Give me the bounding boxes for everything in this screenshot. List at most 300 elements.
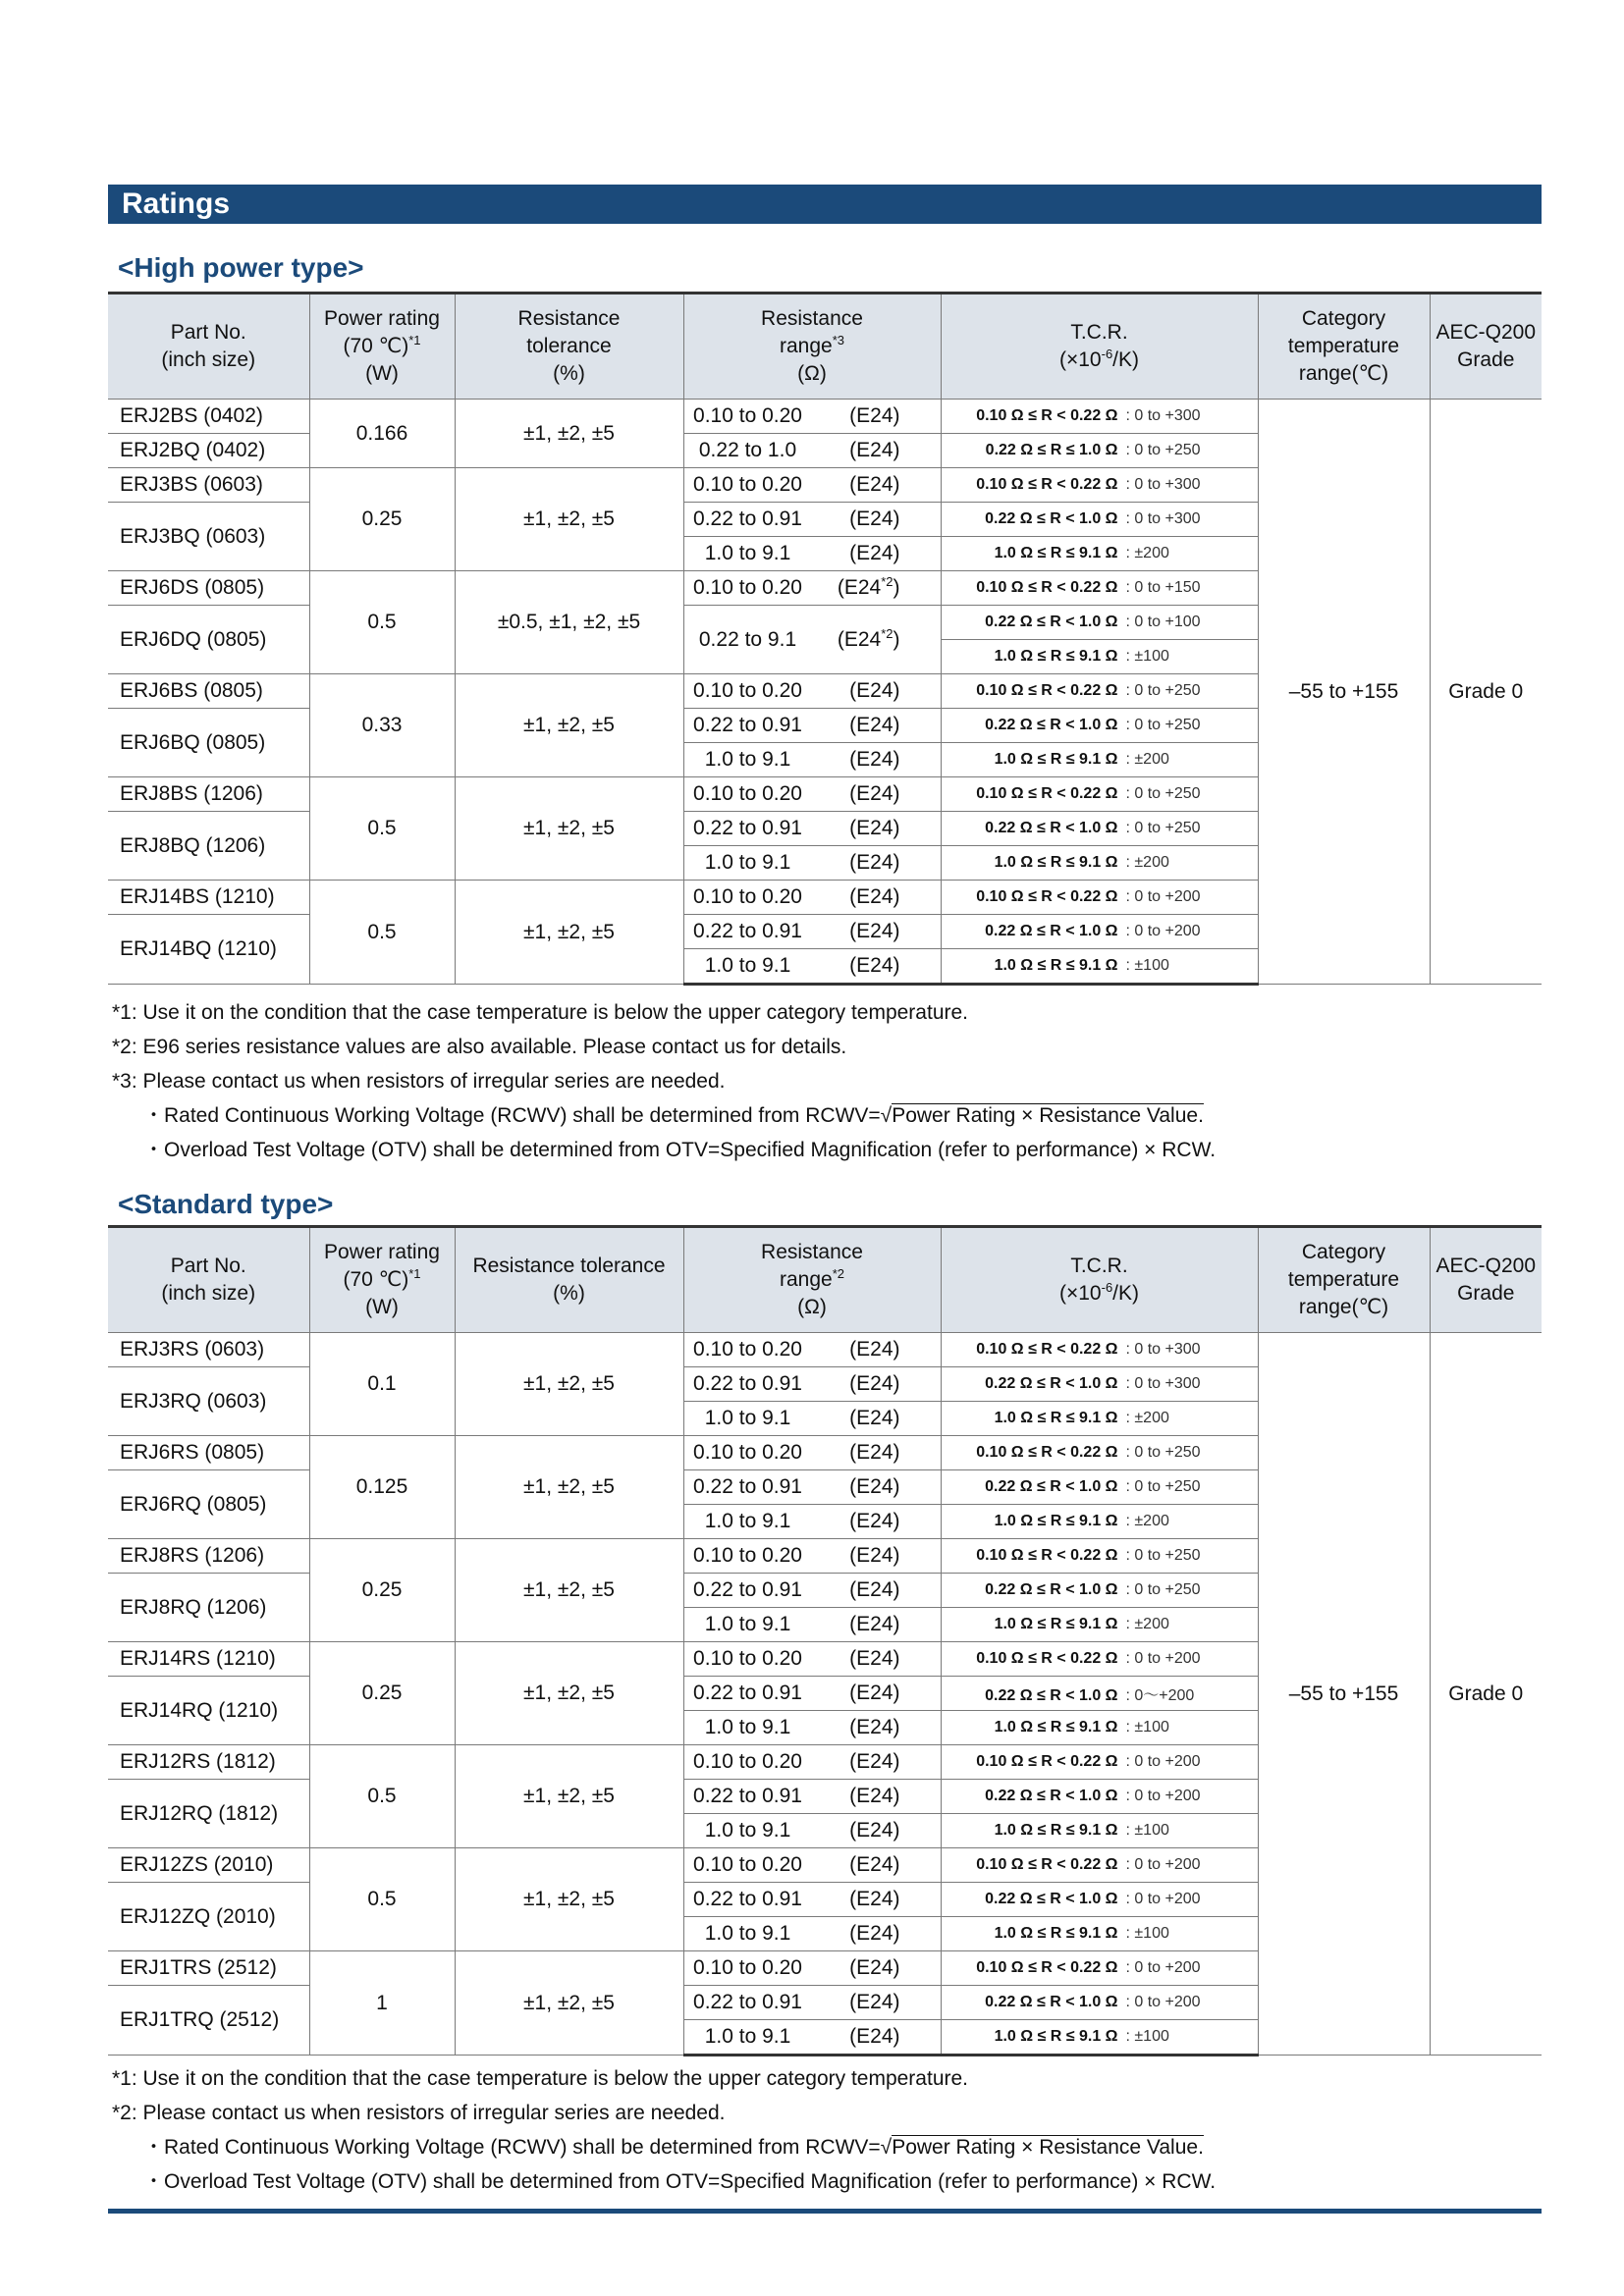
range-value: 0.22 to 0.91 — [693, 1888, 802, 1910]
tcr-value: : 0 to +200 — [1125, 923, 1201, 939]
tcr-condition: 0.10 Ω ≤ R < 0.22 Ω — [976, 1547, 1118, 1564]
part-number-cell: ERJ14BQ (1210) — [108, 915, 309, 985]
tcr-value: : 0〜+200 — [1125, 1686, 1195, 1704]
series-text: (E24) — [849, 885, 900, 908]
tcr-condition: 0.10 Ω ≤ R < 0.22 Ω — [976, 1444, 1118, 1461]
resistance-range-cell — [683, 1367, 941, 1402]
power-rating-cell: 0.1 — [309, 1333, 455, 1436]
high-power-footnotes — [112, 995, 1216, 1167]
tcr-cell — [941, 2020, 1258, 2056]
tcr-cell — [941, 846, 1258, 881]
tcr-condition: 0.10 Ω ≤ R < 0.22 Ω — [976, 579, 1118, 596]
range-value: 1.0 to 9.1 — [704, 954, 791, 977]
power-rating-cell: 0.33 — [309, 674, 455, 777]
range-value: 0.10 to 0.20 — [693, 1750, 802, 1773]
series-text: (E24) — [849, 473, 900, 496]
tcr-value: : 0 to +200 — [1125, 1650, 1201, 1667]
aec-grade-cell: Grade 0 — [1430, 400, 1542, 985]
tcr-value: : 0 to +200 — [1125, 1891, 1201, 1907]
part-number-cell: ERJ6DQ (0805) — [108, 606, 309, 674]
resistance-range-cell — [683, 743, 941, 777]
tcr-value: : 0 to +100 — [1125, 614, 1201, 630]
range-value: 0.22 to 0.91 — [693, 507, 802, 530]
series-text: (E24) — [849, 748, 900, 771]
part-number-cell: ERJ6RQ (0805) — [108, 1470, 309, 1539]
power-rating-cell: 0.125 — [309, 1436, 455, 1539]
range-value: 0.10 to 0.20 — [693, 782, 802, 805]
header-part-no-line: Part No. — [170, 321, 246, 344]
tcr-cell — [941, 674, 1258, 709]
resistance-range-cell — [683, 881, 941, 915]
tcr-value: : 0 to +250 — [1125, 785, 1201, 802]
header-resistance-tolerance-line: Resistance — [517, 307, 621, 330]
resistance-range-cell — [683, 400, 941, 434]
tcr-condition: 0.22 Ω ≤ R < 1.0 Ω — [985, 614, 1118, 630]
tcr-cell — [941, 777, 1258, 812]
resistance-range-cell — [683, 434, 941, 468]
tcr-value: : 0 to +200 — [1125, 1788, 1201, 1804]
tcr-cell — [941, 1367, 1258, 1402]
resistance-range-cell — [683, 674, 941, 709]
header-tcr-exponent: -6 — [1101, 347, 1113, 361]
resistance-range-cell — [683, 1848, 941, 1883]
tcr-value: : ±200 — [1125, 1513, 1169, 1529]
power-rating-cell: 1 — [309, 1951, 455, 2056]
resistance-range-cell — [683, 1677, 941, 1711]
header-resistance-tolerance-line: tolerance — [526, 335, 612, 357]
range-series — [812, 920, 900, 943]
aec-grade-cell: Grade 0 — [1430, 1333, 1542, 2056]
resistance-range-cell — [683, 1608, 941, 1642]
power-rating-cell: 0.25 — [309, 1642, 455, 1745]
tcr-condition: 1.0 Ω ≤ R ≤ 9.1 Ω — [994, 854, 1118, 871]
range-series — [812, 885, 900, 909]
range-value: 0.10 to 0.20 — [693, 473, 802, 496]
tcr-cell — [941, 1333, 1258, 1367]
part-number-cell: ERJ1TRQ (2512) — [108, 1986, 309, 2056]
header-resistance-tolerance — [455, 294, 683, 400]
standard-section-title: <Standard type> — [118, 1189, 334, 1219]
resistance-range-cell — [683, 1917, 941, 1951]
series-text: (E24) — [849, 817, 900, 839]
part-number-cell: ERJ6BS (0805) — [108, 674, 309, 709]
tcr-value: : 0 to +250 — [1125, 442, 1201, 458]
tcr-cell — [941, 709, 1258, 743]
range-series — [812, 1750, 900, 1774]
tolerance-cell: ±1, ±2, ±5 — [455, 1745, 683, 1848]
header-resistance-range-line: range — [779, 335, 833, 357]
series-text: (E24) — [849, 542, 900, 564]
range-series — [812, 1510, 900, 1533]
resistance-range-cell — [683, 777, 941, 812]
header-tcr-line: (×10 — [1058, 1282, 1102, 1305]
tcr-value: : ±200 — [1125, 751, 1169, 768]
series-text: (E24) — [849, 954, 900, 977]
part-number-cell: ERJ12ZS (2010) — [108, 1848, 309, 1883]
range-series — [812, 1956, 900, 1980]
tolerance-cell: ±1, ±2, ±5 — [455, 1951, 683, 2056]
tcr-condition: 1.0 Ω ≤ R ≤ 9.1 Ω — [994, 957, 1118, 974]
range-series — [812, 1682, 900, 1705]
resistance-range-cell — [683, 812, 941, 846]
resistance-range-cell — [683, 1711, 941, 1745]
tcr-condition: 0.22 Ω ≤ R < 1.0 Ω — [985, 510, 1118, 527]
high-power-section-title: <High power type> — [118, 252, 364, 283]
tcr-value: : ±100 — [1125, 2028, 1169, 2045]
tcr-condition: 1.0 Ω ≤ R ≤ 9.1 Ω — [994, 751, 1118, 768]
range-value: 1.0 to 9.1 — [704, 748, 791, 771]
range-series — [812, 782, 900, 806]
range-series — [812, 1647, 900, 1671]
range-value: 0.22 to 0.91 — [693, 1372, 802, 1395]
tcr-value: : 0 to +200 — [1125, 1856, 1201, 1873]
range-series — [812, 1888, 900, 1911]
rcwv-radicand: Power Rating × Resistance Value. — [892, 1104, 1204, 1127]
series-text: (E24) — [849, 1956, 900, 1979]
rcwv-radicand: Power Rating × Resistance Value. — [892, 2136, 1204, 2159]
series-close: ) — [893, 627, 900, 651]
series-text: (E24) — [849, 1510, 900, 1532]
tcr-value: : ±200 — [1125, 854, 1169, 871]
series-text: (E24) — [849, 1578, 900, 1601]
tcr-condition: 0.22 Ω ≤ R < 1.0 Ω — [985, 1686, 1118, 1704]
tcr-value: : 0 to +250 — [1125, 682, 1201, 699]
tcr-cell — [941, 503, 1258, 537]
tcr-value: : ±100 — [1125, 1925, 1169, 1942]
series-text: (E24) — [849, 1647, 900, 1670]
series-text: (E24 — [837, 627, 882, 651]
part-number-cell: ERJ8BQ (1206) — [108, 812, 309, 881]
header-resistance-range-line: (Ω) — [797, 362, 827, 385]
series-text: (E24) — [849, 1819, 900, 1842]
category-temperature-cell: –55 to +155 — [1258, 1333, 1430, 2056]
tolerance-cell: ±1, ±2, ±5 — [455, 1436, 683, 1539]
range-value: 1.0 to 9.1 — [704, 542, 791, 564]
resistance-range-cell — [683, 915, 941, 949]
range-series — [812, 1338, 900, 1362]
tcr-value: : ±100 — [1125, 957, 1169, 974]
header-part-no — [108, 294, 309, 400]
range-value: 1.0 to 9.1 — [704, 2025, 791, 2048]
resistance-range-cell — [683, 1951, 941, 1986]
tcr-cell — [941, 1814, 1258, 1848]
range-value: 0.22 to 0.91 — [693, 1578, 802, 1601]
series-text: (E24) — [849, 1544, 900, 1567]
tcr-value: : 0 to +200 — [1125, 888, 1201, 905]
tcr-condition: 0.10 Ω ≤ R < 0.22 Ω — [976, 476, 1118, 493]
series-text: (E24) — [849, 1785, 900, 1807]
range-value: 1.0 to 9.1 — [704, 851, 791, 874]
range-value: 0.22 to 0.91 — [693, 1785, 802, 1807]
tcr-value: : ±200 — [1125, 1616, 1169, 1632]
footnote-marker: *2 — [832, 1266, 844, 1281]
resistance-range-cell — [683, 468, 941, 503]
header-resistance-range-line: range — [779, 1268, 833, 1291]
range-value: 0.22 to 0.91 — [693, 920, 802, 942]
header-category-temperature-line: temperature — [1287, 1268, 1400, 1291]
power-rating-cell: 0.5 — [309, 1745, 455, 1848]
header-resistance-tolerance-line: (%) — [553, 362, 585, 385]
range-value: 0.10 to 0.20 — [693, 1956, 802, 1979]
part-number-cell: ERJ8RS (1206) — [108, 1539, 309, 1574]
header-tcr-exponent: -6 — [1101, 1280, 1113, 1295]
range-value: 0.22 to 1.0 — [698, 439, 797, 461]
resistance-range-cell — [683, 1574, 941, 1608]
range-series — [812, 1441, 900, 1465]
range-series — [812, 817, 900, 840]
power-rating-cell: 0.5 — [309, 1848, 455, 1951]
tcr-cell — [941, 881, 1258, 915]
tcr-cell — [941, 1505, 1258, 1539]
tcr-cell — [941, 1436, 1258, 1470]
tcr-cell — [941, 1642, 1258, 1677]
header-power-rating-line: Power rating — [324, 307, 440, 330]
series-text: (E24 — [837, 576, 882, 599]
tolerance-cell: ±1, ±2, ±5 — [455, 1848, 683, 1951]
series-text: (E24) — [849, 851, 900, 874]
range-series — [812, 404, 900, 428]
footnote: *2: E96 series resistance values are also available. Please contact us for details. — [112, 1036, 847, 1058]
range-series — [812, 1407, 900, 1430]
series-text: (E24) — [849, 714, 900, 736]
rcwv-text: ・Rated Continuous Working Voltage (RCWV) shall be determined from RCWV=√ — [143, 2136, 893, 2159]
tcr-condition: 0.10 Ω ≤ R < 0.22 Ω — [976, 1650, 1118, 1667]
header-resistance-range-line: (Ω) — [797, 1296, 827, 1318]
footnote-marker: *2 — [881, 625, 893, 641]
part-number-cell: ERJ2BQ (0402) — [108, 434, 309, 468]
series-text: (E24) — [849, 920, 900, 942]
range-value: 0.22 to 9.1 — [698, 627, 797, 651]
power-rating-cell: 0.25 — [309, 468, 455, 571]
table-row — [108, 1333, 1542, 1367]
part-number-cell: ERJ12RS (1812) — [108, 1745, 309, 1780]
tcr-condition: 0.22 Ω ≤ R < 1.0 Ω — [985, 1788, 1118, 1804]
rcwv-text: ・Rated Continuous Working Voltage (RCWV) shall be determined from RCWV=√ — [143, 1104, 893, 1127]
tcr-cell — [941, 1402, 1258, 1436]
range-value: 0.10 to 0.20 — [693, 404, 802, 427]
resistance-range-cell — [683, 537, 941, 571]
tcr-cell — [941, 468, 1258, 503]
header-tcr-line: (×10 — [1058, 348, 1102, 371]
range-value: 0.10 to 0.20 — [693, 1338, 802, 1361]
resistance-range-cell — [683, 1814, 941, 1848]
header-category-temperature-line: range(℃) — [1298, 1296, 1389, 1318]
range-value: 0.22 to 0.91 — [693, 817, 802, 839]
series-close: ) — [893, 576, 900, 599]
tcr-cell — [941, 606, 1258, 640]
tcr-value: : 0 to +250 — [1125, 1478, 1201, 1495]
range-series — [812, 851, 900, 875]
series-text: (E24) — [849, 1888, 900, 1910]
tcr-value: : 0 to +250 — [1125, 1444, 1201, 1461]
tcr-value: : ±200 — [1125, 545, 1169, 561]
tcr-condition: 1.0 Ω ≤ R ≤ 9.1 Ω — [994, 1822, 1118, 1839]
header-tcr-line: /K) — [1112, 1282, 1140, 1305]
header-category-temperature — [1258, 294, 1430, 400]
range-series — [812, 1991, 900, 2014]
tcr-cell — [941, 1917, 1258, 1951]
part-number-cell: ERJ3BS (0603) — [108, 468, 309, 503]
header-power-rating-line: (70 ℃) — [343, 1268, 409, 1291]
tcr-cell — [941, 537, 1258, 571]
resistance-range-cell — [683, 571, 941, 606]
range-value: 0.10 to 0.20 — [693, 1544, 802, 1567]
header-power-rating — [309, 1227, 455, 1333]
header-tcr-line: T.C.R. — [1070, 321, 1128, 344]
tolerance-cell: ±1, ±2, ±5 — [455, 400, 683, 468]
tcr-condition: 0.10 Ω ≤ R < 0.22 Ω — [976, 1959, 1118, 1976]
range-series — [812, 473, 900, 497]
header-aec-q200-grade — [1430, 1227, 1542, 1333]
tcr-value: : 0 to +200 — [1125, 1994, 1201, 2010]
range-series — [812, 507, 900, 531]
tcr-cell — [941, 1574, 1258, 1608]
range-value: 0.10 to 0.20 — [693, 1647, 802, 1670]
series-text: (E24) — [849, 2025, 900, 2048]
tcr-condition: 0.10 Ω ≤ R < 0.22 Ω — [976, 1753, 1118, 1770]
tcr-value: : 0 to +250 — [1125, 820, 1201, 836]
part-number-cell: ERJ8RQ (1206) — [108, 1574, 309, 1642]
series-text: (E24) — [849, 1338, 900, 1361]
tcr-value: : ±100 — [1125, 1719, 1169, 1735]
power-rating-cell: 0.5 — [309, 571, 455, 674]
tcr-condition: 1.0 Ω ≤ R ≤ 9.1 Ω — [994, 1616, 1118, 1632]
footnote: *2: Please contact us when resistors of irregular series are needed. — [112, 2102, 726, 2124]
resistance-range-cell — [683, 846, 941, 881]
tcr-cell — [941, 434, 1258, 468]
series-text: (E24) — [849, 1922, 900, 1945]
tcr-condition: 0.22 Ω ≤ R ≤ 1.0 Ω — [985, 442, 1118, 458]
header-resistance-range-line: Resistance — [761, 307, 863, 330]
part-number-cell: ERJ2BS (0402) — [108, 400, 309, 434]
series-text: (E24) — [849, 1991, 900, 2013]
range-series — [812, 1785, 900, 1808]
tcr-condition: 0.22 Ω ≤ R < 1.0 Ω — [985, 1478, 1118, 1495]
resistance-range-cell — [683, 1642, 941, 1677]
range-value: 0.10 to 0.20 — [693, 576, 802, 599]
tcr-value: : 0 to +250 — [1125, 1547, 1201, 1564]
tcr-cell — [941, 949, 1258, 985]
tcr-value: : 0 to +300 — [1125, 1341, 1201, 1358]
footnote: *1: Use it on the condition that the case temperature is below the upper category temperature. — [112, 2067, 969, 2090]
tcr-condition: 1.0 Ω ≤ R ≤ 9.1 Ω — [994, 1719, 1118, 1735]
table-row — [108, 400, 1542, 434]
range-value: 1.0 to 9.1 — [704, 1922, 791, 1945]
header-aec-q200-grade-line: AEC-Q200 — [1435, 1255, 1537, 1277]
range-value: 0.22 to 0.91 — [693, 1991, 802, 2013]
tcr-condition: 1.0 Ω ≤ R ≤ 9.1 Ω — [994, 2028, 1118, 2045]
header-tcr — [941, 294, 1258, 400]
tcr-cell — [941, 1539, 1258, 1574]
resistance-range-cell — [683, 606, 941, 674]
tcr-value: : 0 to +200 — [1125, 1753, 1201, 1770]
part-number-cell: ERJ14BS (1210) — [108, 881, 309, 915]
header-aec-q200-grade — [1430, 294, 1542, 400]
resistance-range-cell — [683, 1539, 941, 1574]
tcr-value: : 0 to +300 — [1125, 476, 1201, 493]
tcr-condition: 1.0 Ω ≤ R ≤ 9.1 Ω — [994, 545, 1118, 561]
range-value: 0.22 to 0.91 — [693, 714, 802, 736]
tolerance-cell: ±1, ±2, ±5 — [455, 1642, 683, 1745]
header-resistance-tolerance-line: Resistance tolerance — [472, 1255, 666, 1277]
tcr-cell — [941, 400, 1258, 434]
part-number-cell: ERJ8BS (1206) — [108, 777, 309, 812]
range-series — [812, 1372, 900, 1396]
header-category-temperature-line: Category — [1301, 1241, 1386, 1263]
tcr-cell — [941, 1883, 1258, 1917]
range-series — [812, 542, 900, 565]
series-text: (E24) — [849, 1682, 900, 1704]
tolerance-cell: ±1, ±2, ±5 — [455, 1333, 683, 1436]
high-power-ratings-table — [108, 292, 1542, 986]
range-series — [812, 1578, 900, 1602]
range-value: 1.0 to 9.1 — [704, 1819, 791, 1842]
range-series — [812, 1853, 900, 1877]
tcr-cell — [941, 915, 1258, 949]
tcr-value: : 0 to +150 — [1125, 579, 1201, 596]
header-tcr — [941, 1227, 1258, 1333]
series-text: (E24) — [849, 1407, 900, 1429]
tcr-cell — [941, 1986, 1258, 2020]
tolerance-cell: ±1, ±2, ±5 — [455, 777, 683, 881]
series-text: (E24) — [849, 404, 900, 427]
header-resistance-range — [683, 294, 941, 400]
tcr-condition: 0.10 Ω ≤ R < 0.22 Ω — [976, 1341, 1118, 1358]
tolerance-cell: ±1, ±2, ±5 — [455, 674, 683, 777]
tcr-cell — [941, 1711, 1258, 1745]
series-text: (E24) — [849, 1475, 900, 1498]
tcr-value: : 0 to +250 — [1125, 1581, 1201, 1598]
tcr-cell — [941, 640, 1258, 674]
footnote: *1: Use it on the condition that the case temperature is below the upper category temperature. — [112, 1001, 969, 1024]
tcr-cell — [941, 1470, 1258, 1505]
part-number-cell: ERJ6DS (0805) — [108, 571, 309, 606]
tcr-cell — [941, 743, 1258, 777]
part-number-cell: ERJ14RS (1210) — [108, 1642, 309, 1677]
resistance-range-cell — [683, 1402, 941, 1436]
tcr-condition: 0.10 Ω ≤ R < 0.22 Ω — [976, 407, 1118, 424]
resistance-range-cell — [683, 1333, 941, 1367]
power-rating-cell: 0.25 — [309, 1539, 455, 1642]
range-value: 0.22 to 0.91 — [693, 1682, 802, 1704]
header-tcr-line: /K) — [1112, 348, 1140, 371]
range-series — [812, 1475, 900, 1499]
header-power-rating-line: Power rating — [324, 1241, 440, 1263]
part-number-cell: ERJ3RS (0603) — [108, 1333, 309, 1367]
header-category-temperature-line: temperature — [1287, 335, 1400, 357]
series-text: (E24) — [849, 439, 900, 461]
range-series — [812, 954, 900, 978]
resistance-range-cell — [683, 2020, 941, 2056]
header-category-temperature — [1258, 1227, 1430, 1333]
header-resistance-tolerance-line: (%) — [553, 1282, 585, 1305]
header-aec-q200-grade-line: AEC-Q200 — [1435, 321, 1537, 344]
range-series — [812, 2025, 900, 2049]
footnote-marker: *3 — [832, 333, 844, 347]
footnote-marker: *1 — [408, 1266, 421, 1281]
range-value: 0.10 to 0.20 — [693, 1853, 802, 1876]
range-series — [812, 1922, 900, 1946]
tcr-condition: 1.0 Ω ≤ R ≤ 9.1 Ω — [994, 1513, 1118, 1529]
range-value: 1.0 to 9.1 — [704, 1716, 791, 1738]
header-power-rating-line: (W) — [365, 1296, 399, 1318]
header-part-no-line: Part No. — [170, 1255, 246, 1277]
footnote-marker: *1 — [408, 333, 421, 347]
footnote-marker: *2 — [881, 574, 893, 589]
tcr-condition: 1.0 Ω ≤ R ≤ 9.1 Ω — [994, 648, 1118, 665]
range-value: 1.0 to 9.1 — [704, 1510, 791, 1532]
range-value: 1.0 to 9.1 — [704, 1613, 791, 1635]
